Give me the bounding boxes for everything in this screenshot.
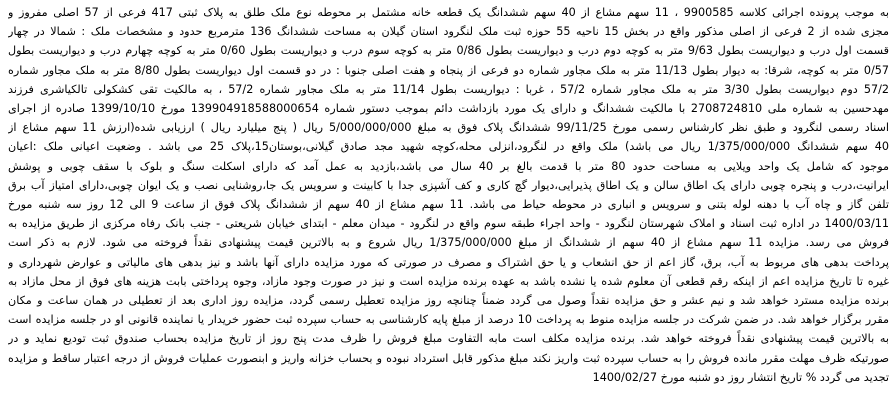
notice-line-4: 0/57 متر به کوچه، شرقا: به دیوار بطول 11/13 متر به ملک مجاور شماره دو فرعی از پنجاه و هفت اصلی جنوبا : در دو قسمت اول دیواریست بطول 8/80 متر به ملک مجاور شماره — [8, 63, 889, 77]
notice-line-5: 57/2 دوم دیواریست بطول 3/30 متر به ملک مجاور شماره 57/2 ، غربا : دیواریست بطول 11/14 متر به ملک مجاور شماره 57/2 ، به مالکیت تقی کشکولی تالکیاشری فرزند — [8, 82, 889, 96]
notice-line-13: فروش می رسد. مزایده 11 سهم مشاع از 40 سهم از ششدانگ از مبلغ 1/375/000/000 ریال شروع و به بالاترین قیمت پیشنهادی نقداً فروخته می شود. لازم به ذکر است — [8, 236, 889, 250]
notice-line-20: تجدید می گردد % تاریخ انتشار روز دو شنبه مورخ 1400/02/27 — [592, 370, 889, 384]
notice-line-7: اسناد رسمی لنگرود و طبق نظر کارشناس رسمی مورخ 99/11/25 ششدانگ پلاک فوق به مبلغ 5/000/000/000 ریال ( پنج میلیارد ریال ) ارزیابی شده(ارزش 11 سهم مشاع از — [8, 121, 889, 135]
notice-line-18: به بالاترین قیمت پیشنهادی نقداً فروخته خواهد شد. برنده مزایده مکلف است مابه التفاوت مبلغ فروش را ظرف مدت پنج روز از تاریخ مزایده بحساب صندوق ثبت تودیع نماید و در — [8, 332, 889, 346]
notice-line-6: مهدحسین به شماره ملی 2708724810 با مالکیت ششدانگ و دارای یک مورد بازداشت دائم بموجب دستور شماره 139904918588000654 مورخ 1399/10/10 صادره از اجرای — [8, 102, 889, 116]
notice-line-1: به موجب پرونده اجرائی کلاسه 9900585 ، 11 سهم مشاع از 40 سهم ششدانگ یک قطعه خانه مشتمل بر محوطه نوع ملک طلق به پلاک ثبتی 417 فرعی از 57 اصلی مفروز و — [8, 6, 889, 19]
notice-line-16: برنده مزایده مسترد خواهد شد و نیم عشر و حق مزایده نقداً وصول می گردد ضمناً چنانچه روز مزایده تعطیل رسمی گردد، مزایده روز اداری بعد از تعطیلی در همان ساعت و مکان — [8, 294, 889, 308]
notice-line-17: مقرر برگزار خواهد شد. در ضمن شرکت در جلسه مزایده منوط به پرداخت 10 درصد از مبلغ پایه کارشناسی به حساب سپرده ثبت حضور خریدار یا نماینده قانونی او در جلسه مزایده است — [8, 313, 889, 327]
notice-line-19: صورتیکه ظرف مهلت مقرر مانده فروش را به حساب سپرده ثبت واریز نکند مبلغ مذکور قابل استرداد نبوده و بحساب خزانه واریز و ابنصورت عملیات فروش از درجه اعتبار ساقط و مزایده — [8, 351, 889, 365]
notice-line-9: موجود که شامل یک واحد ویلایی به مساحت حدود 80 متر با قدمت بالغ بر 40 سال می باشد،بازدید به عمل آمد که دارای اسکلت سنگ و بلوک با سقف چوبی و پوشش — [8, 159, 889, 173]
notice-line-12: 1400/03/11 در اداره ثبت اسناد و املاک شهرستان لنگرود - واحد اجراء طبقه سوم واقع در لنگرود - میدان معلم - ابتدای خیابان شریعتی - جنب بانک رفاه مرکزی از طریق مزایده به — [8, 217, 889, 231]
notice-line-8: 40 سهم ششدانگ 1/375/000/000 ریال می باشد) ملک واقع در لنگرود،انزلی محله،کوچه شهید مجد صادق گیلانی،بوستان15،پلاک 25 می باشد . وضعیت اعیانی ملک :اعیان — [8, 140, 889, 154]
notice-line-14: پرداخت بدهی های مربوط به آب، برق، گاز اعم از حق انشعاب و یا حق اشتراک و مصرف در صورتی که مورد مزایده دارای آنها باشد و نیز بدهی های مالیاتی و عوارض شهرداری و — [8, 255, 889, 269]
notice-line-3: قسمت اول درب و دیواریست بطول 9/63 متر به کوچه دوم درب و دیواریست بطول 0/86 متر به کوچه سوم درب و دیواریست بطول 0/60 متر به کوچه چهارم درب و دیواریست بطول — [8, 44, 889, 58]
notice-line-15: غیره تا تاریخ مزایده اعم از اینکه رقم قطعی آن معلوم شده یا نشده باشد به عهده برنده مزایده است و نیز در صورت وجود مازاد، وجوه پرداختی بابت هزینه های فوق از محل مازاد به — [8, 274, 889, 288]
notice-line-2: مجزی شده از 2 فرعی از اصلی مذکور واقع در بخش 15 ناحیه 55 حوزه ثبت ملک لنگرود استان گیلان به مساحت ششدانگ 136 مترمربع حدود و مشخصات ملک : شمالا در چهار — [8, 25, 889, 39]
notice-line-11: تلفن گاز و چاه آب با دهنه لوله بتنی و سرویس و انباری در محوطه حیاط می باشد. 11 سهم مشاع از 40 سهم از ششدانگ پلاک فوق از ساعت 9 الی 12 روز سه شنبه مورخ — [8, 198, 889, 212]
notice-line-10: ایرانیت،درب و پنجره چوبی دارای یک اطاق سالن و یک اطاق پذیرایی،دیوار گچ کاری و کف آشپزی جدا با کابینت و سرویس یک جا،روشنایی نصب و یک ایوان چوبی،دارای امتیاز آب برق — [8, 178, 889, 192]
